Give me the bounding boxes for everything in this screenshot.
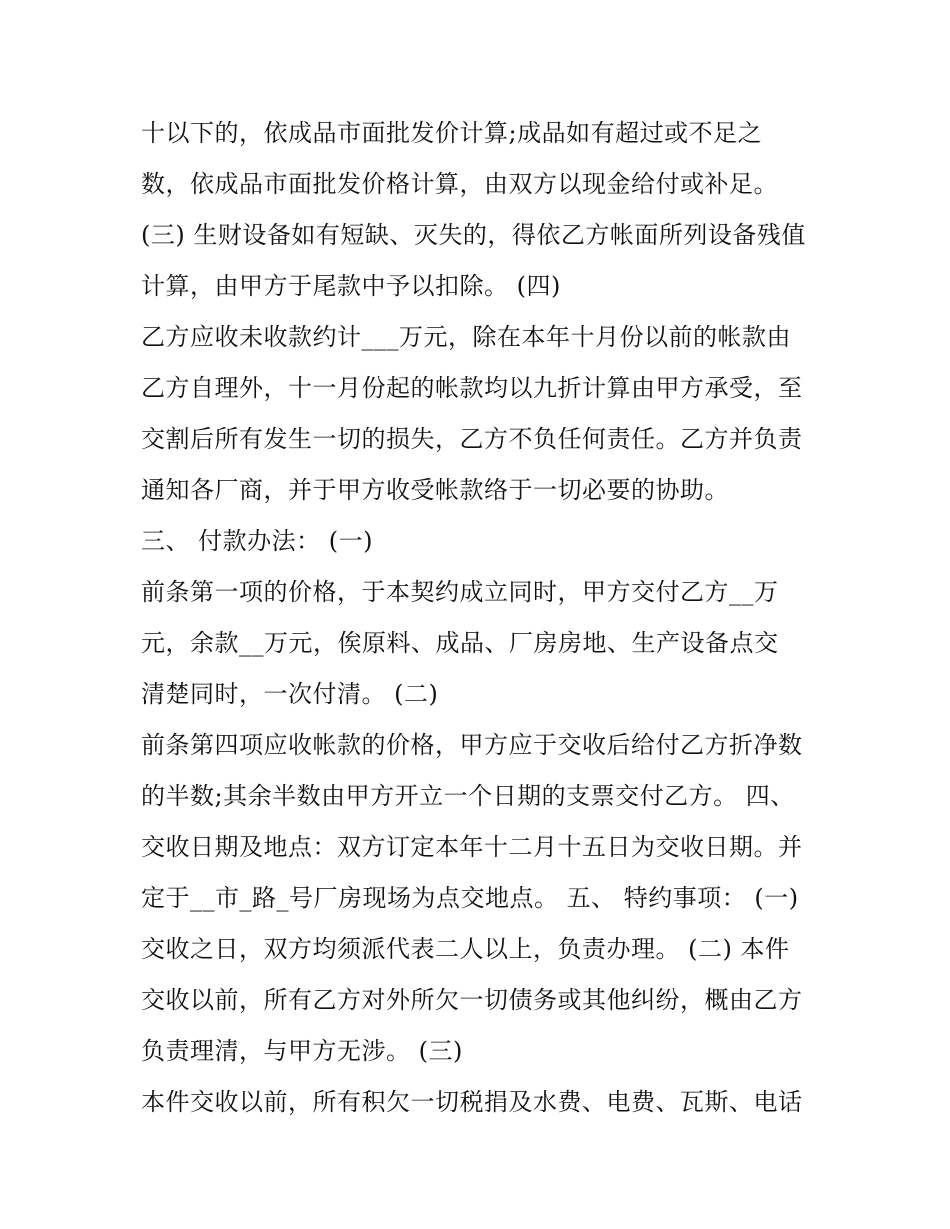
text-line: 前条第四项应收帐款的价格，甲方应于交收后给付乙方折净数 — [141, 731, 803, 759]
text-line: 交割后所有发生一切的损失，乙方不负任何责任。乙方并负责 — [141, 425, 803, 453]
text-line: 清楚同时，一次付清。 (二) — [141, 680, 439, 708]
text-line: 交收日期及地点：双方订定本年十二月十五日为交收日期。并 — [141, 833, 803, 861]
text-line: 本件交收以前，所有积欠一切税捐及水费、电费、瓦斯、电话 — [141, 1088, 803, 1116]
text-line: 定于__市_路_号厂房现场为点交地点。 五、 特约事项： (一) — [141, 884, 799, 912]
text-line: 交收以前，所有乙方对外所欠一切债务或其他纠纷，概由乙方 — [141, 986, 803, 1014]
text-line: 通知各厂商，并于甲方收受帐款络于一切必要的协助。 — [141, 476, 729, 504]
text-line: 元，余款__万元，俟原料、成品、厂房房地、生产设备点交 — [141, 629, 779, 657]
text-line: 乙方应收未收款约计___万元，除在本年十月份以前的帐款由 — [141, 323, 791, 351]
text-line: (三) 生财设备如有短缺、灭失的，得依乙方帐面所列设备残值 — [141, 221, 806, 249]
text-line: 的半数;其余半数由甲方开立一个日期的支票交付乙方。 四、 — [141, 782, 795, 810]
text-line: 数，依成品市面批发价格计算，由双方以现金给付或补足。 — [141, 170, 778, 198]
text-line: 前条第一项的价格，于本契约成立同时，甲方交付乙方__万 — [141, 578, 779, 606]
text-line: 负责理清，与甲方无涉。 (三) — [141, 1037, 463, 1065]
text-line: 交收之日，双方均须派代表二人以上，负责办理。 (二) 本件 — [141, 935, 790, 963]
text-line: 十以下的，依成品市面批发价计算;成品如有超过或不足之 — [141, 119, 763, 147]
text-line: 计算，由甲方于尾款中予以扣除。 (四) — [141, 272, 561, 300]
section-heading-payment: 三、 付款办法： (一) — [141, 527, 373, 555]
text-line: 乙方自理外，十一月份起的帐款均以九折计算由甲方承受，至 — [141, 374, 803, 402]
document-body — [141, 108, 831, 1128]
